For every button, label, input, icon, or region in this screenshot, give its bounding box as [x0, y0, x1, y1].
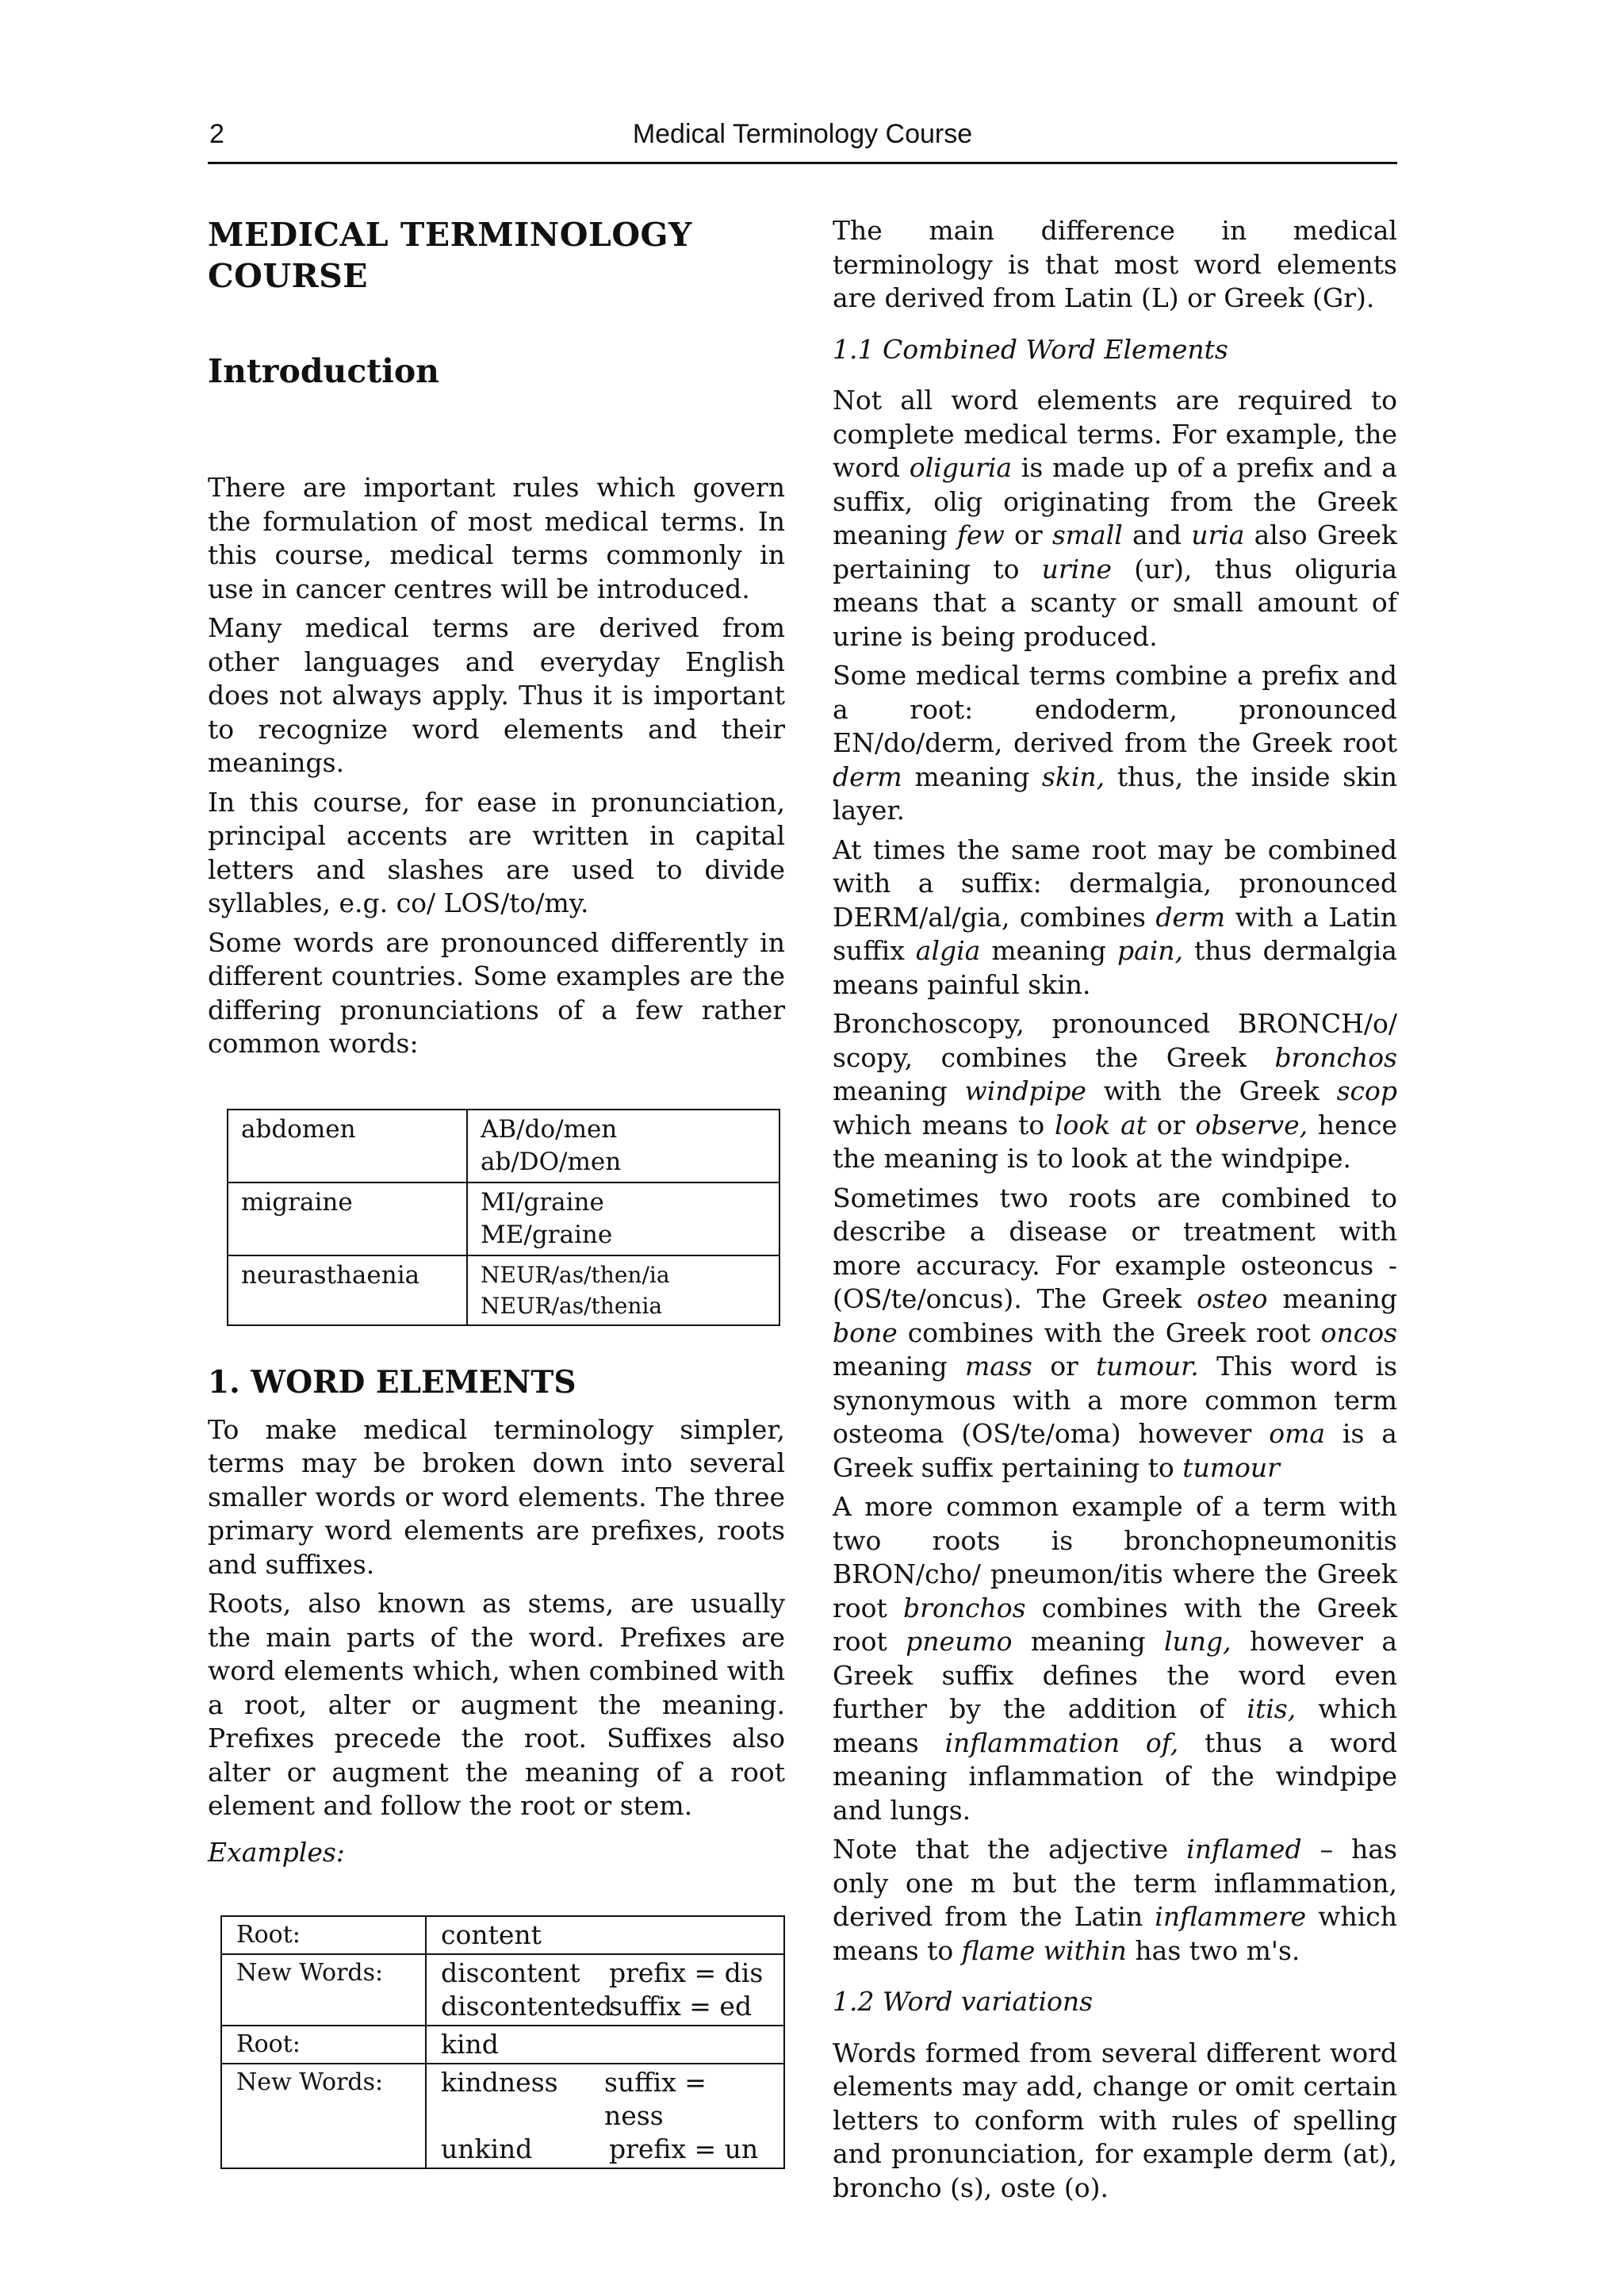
paragraph-bronchoscopy: Bronchoscopy, pronounced BRONCH/o/ scopy, combines the Greek bronchos meaning windpipe with the Greek scop which means to look at or observe, hence the meaning is to look at the windpipe. [833, 1008, 1398, 1174]
left-column [208, 214, 785, 2169]
examples-table [220, 1915, 785, 2169]
affix-note: suffix = ness [603, 2067, 707, 2131]
pron-variants [467, 1255, 779, 1325]
table-row [228, 1110, 779, 1182]
pron-variant: AB/do/men [481, 1114, 618, 1144]
right-intro-paragraph: The main difference in medical terminology is that most word elements are derived from Latin (L) or Greek (Gr). [833, 215, 1397, 313]
paragraph-oliguria: Not all word elements are required to complete medical terms. For example, the word oliguria is made up of a prefix and a suffix, olig originating from the Greek meaning few or small and uria also Greek pertaining to urine (ur), thus oliguria means that a scanty or small amount of urine is being produced. [833, 385, 1398, 652]
introduction-heading: Introduction [208, 352, 439, 390]
section1-paragraph-1: To make medical terminology simpler, terms may be broken down into several smaller words or word elements. The three primary word elements are prefixes, roots and suffixes. [208, 1413, 785, 1580]
new-word: unkind [441, 2133, 533, 2164]
examples-label: Examples: [208, 1836, 345, 1868]
paragraph-osteoncus: Sometimes two roots are combined to describe a disease or treatment with more accuracy. For example osteoncus - (OS/te/oncus). The Greek osteo meaning bone combines with the Greek root oncos meaning mass or tumour. This word is synonymous with a more common term osteoma (OS/te/oma) however oma is a Greek suffix pertaining to tumour [833, 1182, 1397, 1483]
new-word-line [441, 2133, 769, 2166]
pron-word: neurasthaenia [228, 1255, 467, 1325]
section1-paragraph-2: Roots, also known as stems, are usually the main parts of the word. Prefixes are word elements which, when combined with a root, alter or augment the meaning. Prefixes precede the root. Suffixes also alter or augment the meaning of a root element and follow the root or stem. [208, 1588, 785, 1821]
table-row [221, 1954, 784, 2026]
new-words-cell [426, 2064, 784, 2168]
pron-word: abdomen [228, 1110, 467, 1182]
new-words-cell [426, 1954, 784, 2026]
root-value: content [426, 1916, 784, 1954]
running-title: Medical Terminology Course [632, 119, 973, 149]
intro-paragraph-4: Some words are pronounced differently in different countries. Some examples are the differing pronunciations of a few rather common words: [208, 926, 785, 1059]
new-word-line [441, 1957, 769, 1990]
pron-variant: NEUR/as/thenia [481, 1292, 663, 1319]
table-row [221, 1916, 784, 1954]
subheading-word-variations: 1.2 Word variations [833, 1986, 1094, 2017]
root-label: Root: [221, 1916, 426, 1954]
main-title: MEDICAL TERMINOLOGY COURSE [208, 216, 692, 295]
affix-note: suffix = ed [609, 1991, 753, 2022]
table-row [228, 1255, 779, 1325]
pron-variant: MI/graine [481, 1187, 604, 1217]
pron-variant: ab/DO/men [481, 1147, 622, 1176]
affix-note: prefix = dis [609, 1957, 764, 1988]
new-word: discontented [441, 1991, 613, 2022]
root-label: Root: [221, 2026, 426, 2064]
pron-variants [467, 1182, 779, 1255]
header-rule [208, 162, 1397, 164]
new-word: discontent [441, 1957, 580, 1988]
intro-paragraph-1: There are important rules which govern the formulation of most medical terms. In this course, medical terms commonly in use in cancer centres will be introduced. [208, 472, 785, 604]
pronunciation-table [227, 1109, 780, 1326]
new-word-line [441, 2066, 769, 2133]
section-heading-word-elements: 1. WORD ELEMENTS [208, 1363, 576, 1401]
new-words-label: New Words: [221, 1954, 426, 2026]
table-row [221, 2064, 784, 2168]
pron-variant: NEUR/as/then/ia [481, 1261, 670, 1288]
intro-paragraph-2: Many medical terms are derived from other languages and everyday English does not always apply. Thus it is important to recognize word elements and their meanings. [208, 612, 785, 778]
root-value: kind [426, 2026, 784, 2064]
paragraph-dermalgia: At times the same root may be combined with a suffix: dermalgia, pronounced DERM/al/gia, combines derm with a Latin suffix algia meaning pain, thus dermalgia means painful skin. [833, 834, 1397, 1000]
table-row [221, 2026, 784, 2064]
new-word-line [441, 1990, 769, 2023]
affix-note: prefix = un [609, 2133, 759, 2164]
subheading-combined-word-elements: 1.1 Combined Word Elements [833, 333, 1228, 365]
pron-word: migraine [228, 1182, 467, 1255]
new-words-label: New Words: [221, 2064, 426, 2168]
table-row [228, 1182, 779, 1255]
pron-variants [467, 1110, 779, 1182]
paragraph-bronchopneumonitis: A more common example of a term with two roots is bronchopneumonitis BRON/cho/ pneumon/itis where the Greek root bronchos combines with the Greek root pneumo meaning lung, however a Greek suffix defines the word even further by the addition of itis, which means inflammation of, thus a word meaning inflammation of the windpipe and lungs. [833, 1491, 1397, 1826]
intro-paragraph-3: In this course, for ease in pronunciation, principal accents are written in capital letters and slashes are used to divide syllables, e.g. co/ LOS/to/my. [208, 786, 785, 918]
paragraph-word-variations: Words formed from several different word elements may add, change or omit certain letters to conform with rules of spelling and pronunciation, for example derm (at), broncho (s), oste (o). [833, 2037, 1397, 2203]
paragraph-inflamed: Note that the adjective inflamed – has only one m but the term inflammation, derived from the Latin inflammere which means to flame within has two m's. [833, 1834, 1398, 1966]
running-header [208, 119, 1397, 159]
right-column [833, 214, 1397, 2210]
page-number: 2 [209, 119, 224, 149]
new-word: kindness [441, 2067, 558, 2098]
paragraph-endoderm: Some medical terms combine a prefix and a root: endoderm, pronounced EN/do/derm, derived from the Greek root derm meaning skin, thus, the inside skin layer. [833, 660, 1397, 826]
pron-variant: ME/graine [481, 1220, 613, 1249]
